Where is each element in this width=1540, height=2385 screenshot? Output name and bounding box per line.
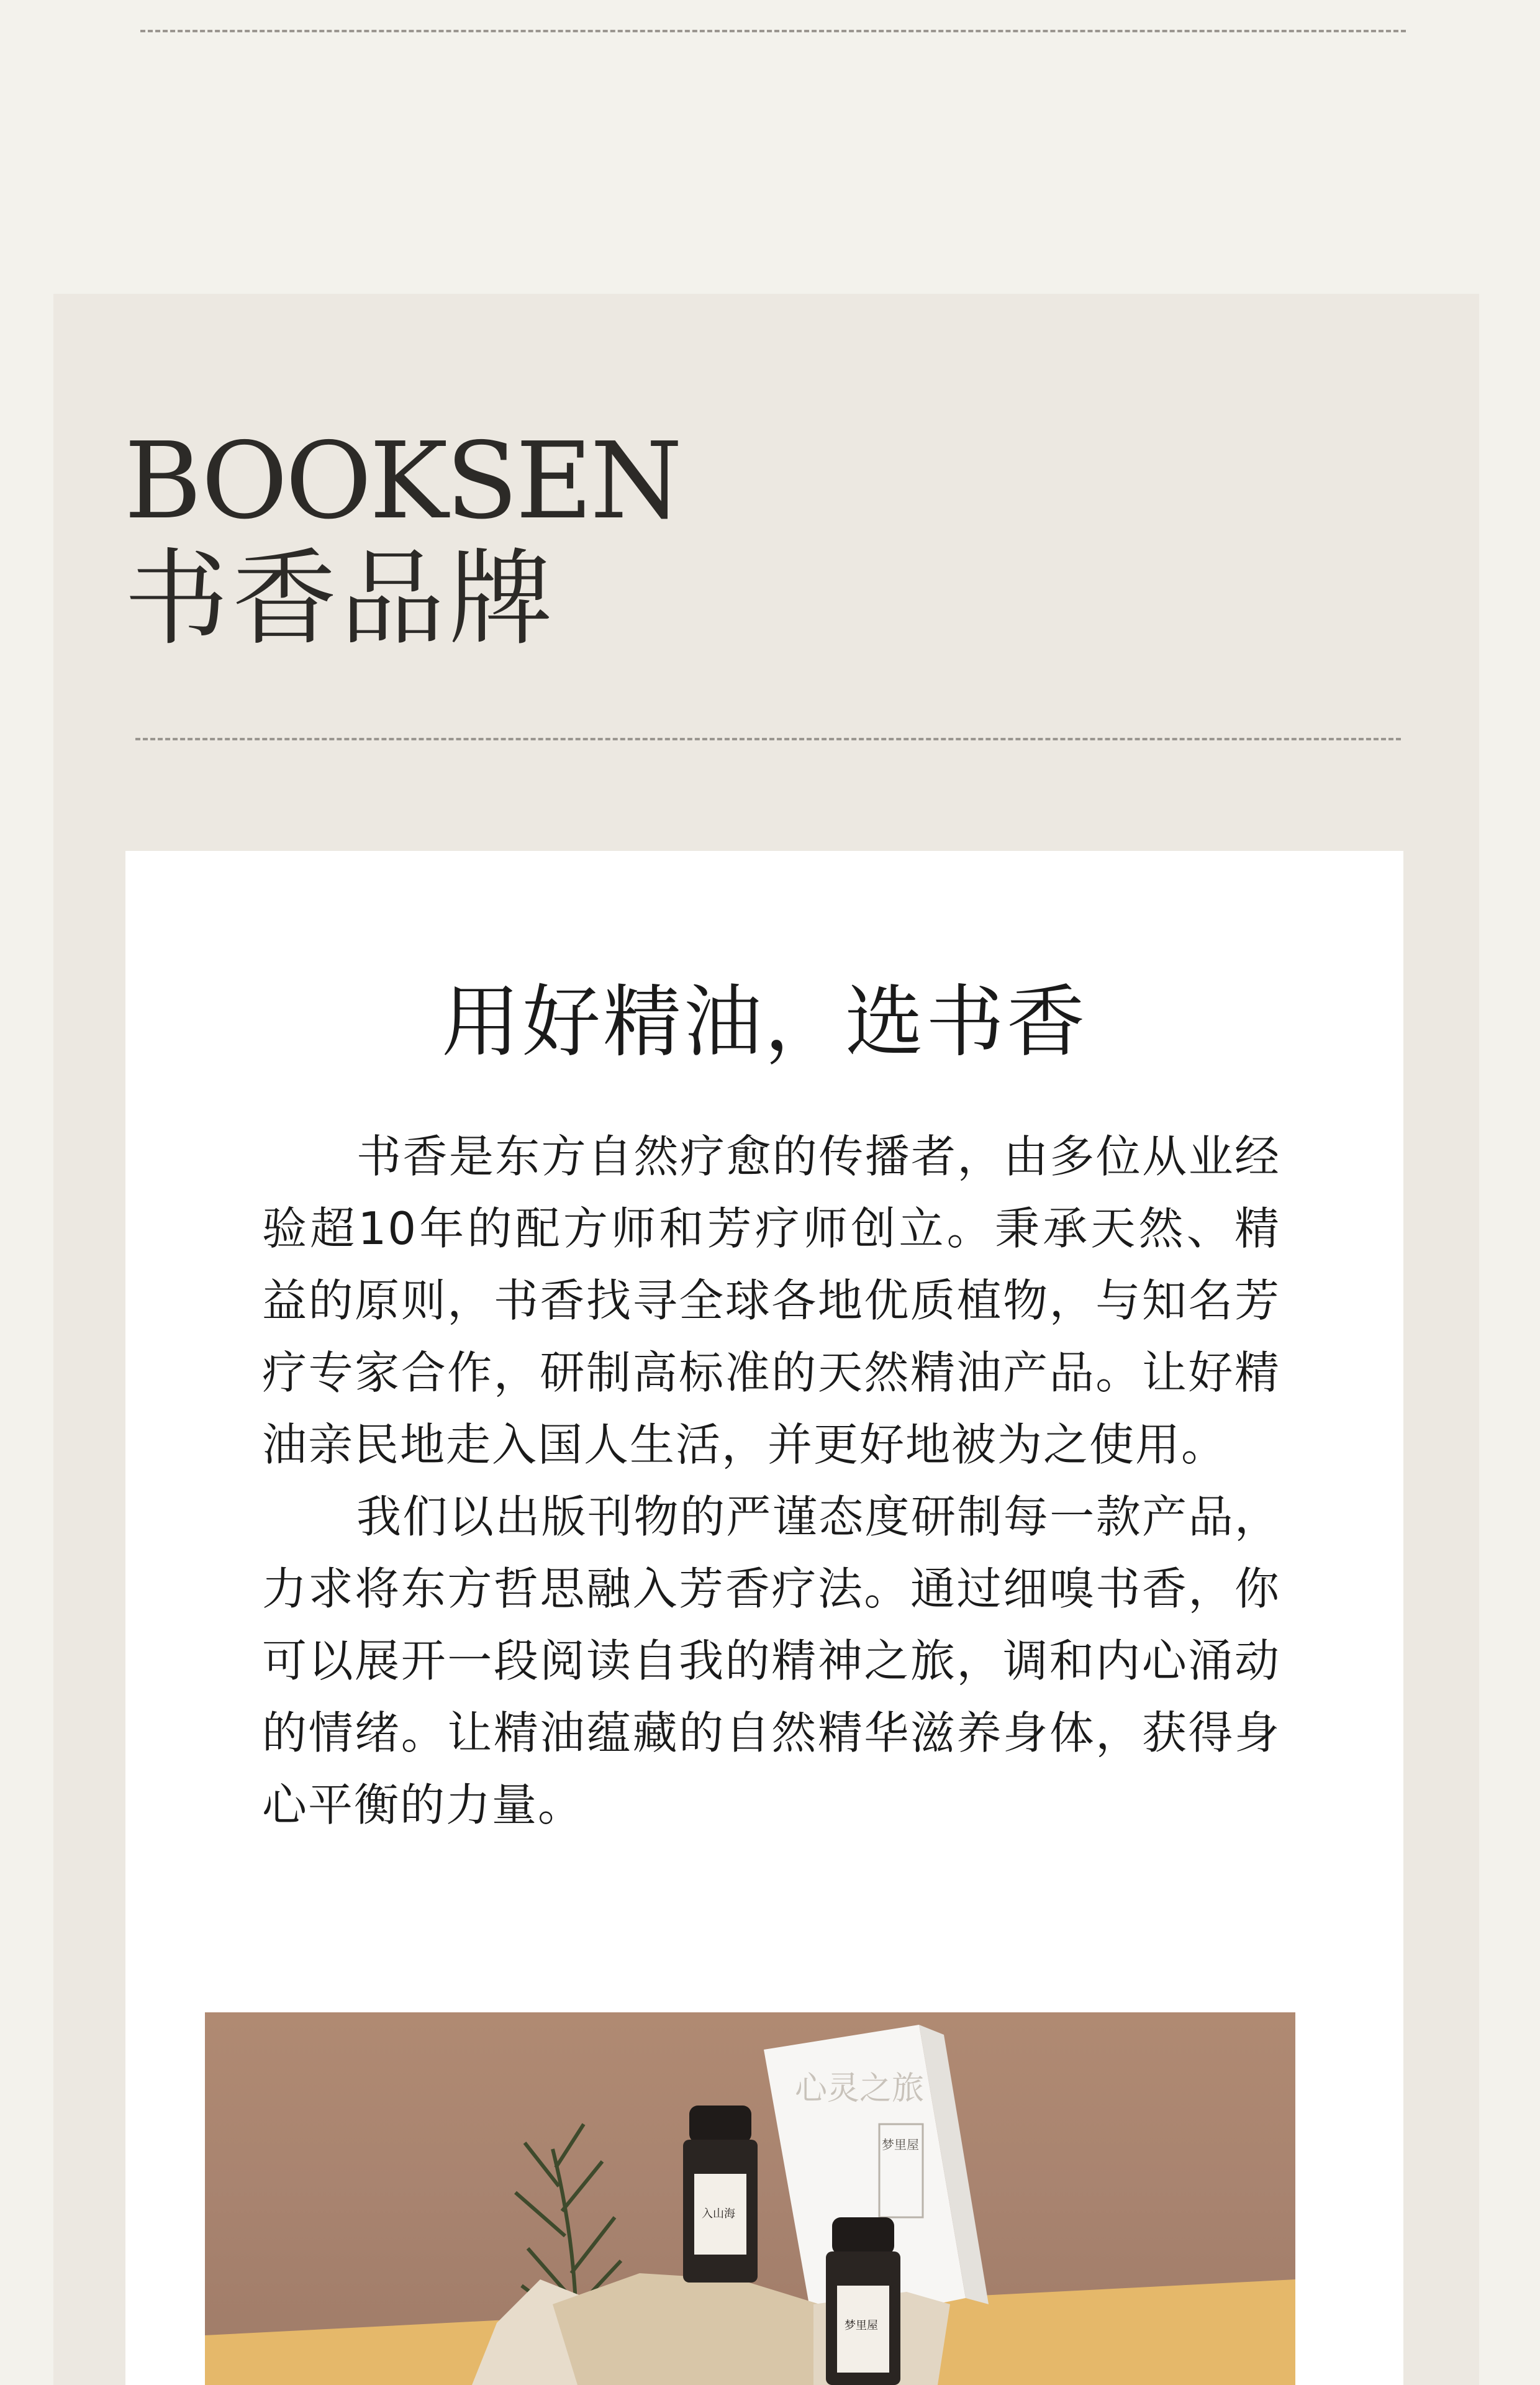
product-photo: [205, 2012, 1295, 2385]
intro-paragraph: 我们以出版刊物的严谨态度研制每一款产品，力求将东方哲思融入芳香疗法。通过细嗅书香，你可以展开一段阅读自我的精神之旅，调和内心涌动的情绪。让精油蕴藏的自然精华滋养身体，获得身心平衡的力量。: [262, 1491, 1280, 1831]
intro-paragraph: 书香是东方自然疗愈的传播者，由多位从业经验超10年的配方师和芳疗师创立。秉承天然、精益的原则，书香找寻全球各地优质植物，与知名芳疗专家合作，研制高标准的天然精油产品。让好精油亲民地走入国人生活，并更好地被为之使用。: [262, 1130, 1280, 1471]
oil-bottle: [826, 2217, 900, 2385]
brand-name-cn: 书香品牌: [124, 538, 556, 660]
intro-body: [262, 1120, 1280, 1841]
bottle-label: 梦里屋: [845, 2319, 878, 2332]
section-divider: [135, 738, 1401, 740]
top-divider: [140, 30, 1406, 32]
box-label: 梦里屋: [882, 2137, 919, 2152]
oil-bottle: [683, 2106, 758, 2283]
box-title: 心灵之旅: [795, 2070, 925, 2107]
stone-pedestal: [553, 2273, 820, 2385]
bottle-label: 入山海: [702, 2207, 735, 2220]
intro-headline: 用好精油，选书香: [442, 976, 1087, 1068]
brand-name-en: BOOKSEN: [124, 420, 681, 543]
product-photo-illustration: [205, 2012, 1295, 2385]
